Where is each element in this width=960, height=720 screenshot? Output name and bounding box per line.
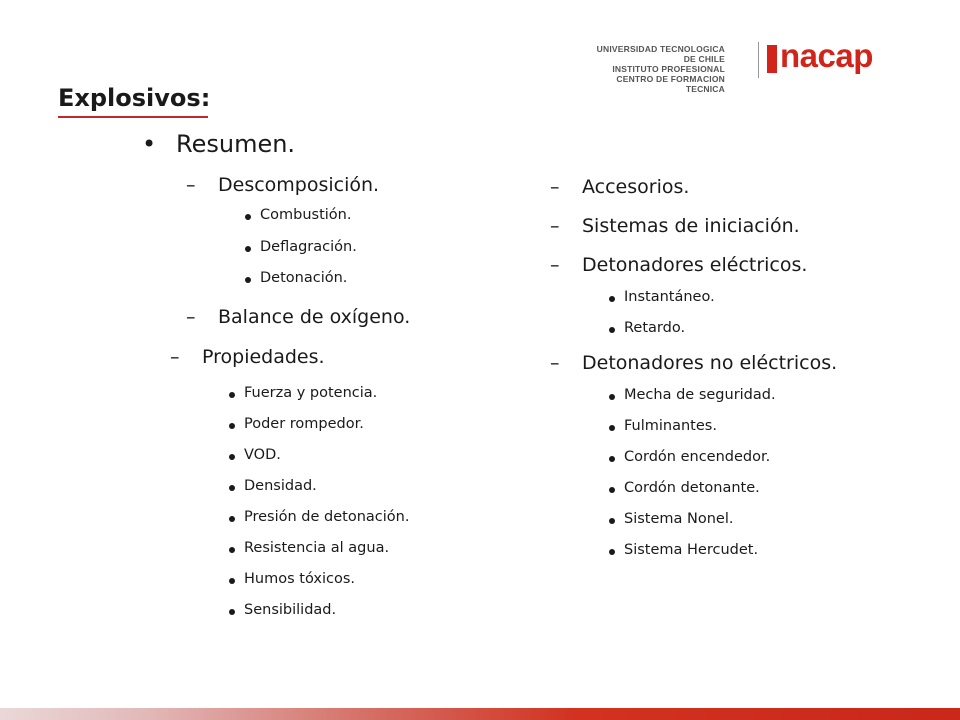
bullet-icon — [609, 549, 615, 555]
logo-i-mark-icon — [767, 45, 777, 73]
bullet-icon — [609, 518, 615, 524]
bullet-icon — [245, 214, 251, 220]
item-no-electricos: Detonadores no eléctricos. — [582, 352, 838, 374]
logo-divider — [758, 42, 759, 78]
bullet-icon — [609, 327, 615, 333]
title-underline — [58, 116, 208, 118]
prop-item: Densidad. — [244, 478, 317, 494]
slide-title: Explosivos: — [58, 84, 211, 112]
prop-item: VOD. — [244, 447, 281, 463]
bullet-icon — [609, 487, 615, 493]
item-detonacion: Detonación. — [260, 270, 348, 286]
non-electric-item: Fulminantes. — [624, 418, 717, 434]
prop-item: Sensibilidad. — [244, 602, 337, 618]
logo-line-1: UNIVERSIDAD TECNOLOGICA DE CHILE — [596, 44, 725, 64]
item-balance: Balance de oxígeno. — [218, 306, 411, 328]
item-propiedades: Propiedades. — [202, 346, 325, 368]
logo-wordmark: nacap — [780, 37, 873, 74]
item-sistemas: Sistemas de iniciación. — [582, 215, 800, 237]
dash-icon: – — [186, 174, 196, 196]
dash-icon: – — [550, 254, 560, 276]
logo-line-3: CENTRO DE FORMACION TECNICA — [616, 74, 725, 94]
bullet-icon — [609, 456, 615, 462]
bullet-icon — [229, 609, 235, 615]
item-accesorios: Accesorios. — [582, 176, 690, 198]
non-electric-item: Sistema Hercudet. — [624, 542, 759, 558]
prop-item: Presión de detonación. — [244, 509, 410, 525]
dash-icon: – — [550, 176, 560, 198]
prop-item: Resistencia al agua. — [244, 540, 390, 556]
prop-item: Poder rompedor. — [244, 416, 364, 432]
non-electric-item: Sistema Nonel. — [624, 511, 734, 527]
electric-item: Instantáneo. — [624, 289, 715, 305]
main-bullet-text: Resumen. — [176, 130, 296, 158]
bullet-icon — [229, 547, 235, 553]
non-electric-item: Cordón detonante. — [624, 480, 760, 496]
non-electric-item: Mecha de seguridad. — [624, 387, 776, 403]
bullet-icon — [245, 277, 251, 283]
prop-item: Humos tóxicos. — [244, 571, 355, 587]
item-deflagracion: Deflagración. — [260, 239, 357, 255]
logo-line-2: INSTITUTO PROFESIONAL — [612, 64, 725, 74]
inacap-logo — [590, 37, 920, 94]
dash-icon: – — [186, 306, 196, 328]
bullet-icon — [609, 394, 615, 400]
bottom-accent-bar — [0, 708, 960, 720]
bullet-icon — [229, 423, 235, 429]
bullet-icon: • — [142, 130, 157, 158]
bullet-icon — [229, 578, 235, 584]
bullet-icon — [245, 246, 251, 252]
bullet-icon — [229, 485, 235, 491]
item-electricos: Detonadores eléctricos. — [582, 254, 808, 276]
non-electric-item: Cordón encendedor. — [624, 449, 771, 465]
electric-item: Retardo. — [624, 320, 686, 336]
item-combustion: Combustión. — [260, 207, 352, 223]
prop-item: Fuerza y potencia. — [244, 385, 378, 401]
item-descomposicion: Descomposición. — [218, 174, 380, 196]
bullet-icon — [229, 392, 235, 398]
bullet-icon — [229, 454, 235, 460]
bullet-icon — [609, 425, 615, 431]
logo-caption — [590, 44, 725, 94]
dash-icon: – — [550, 352, 560, 374]
bullet-icon — [229, 516, 235, 522]
dash-icon: – — [550, 215, 560, 237]
dash-icon: – — [170, 346, 180, 368]
bullet-icon — [609, 296, 615, 302]
